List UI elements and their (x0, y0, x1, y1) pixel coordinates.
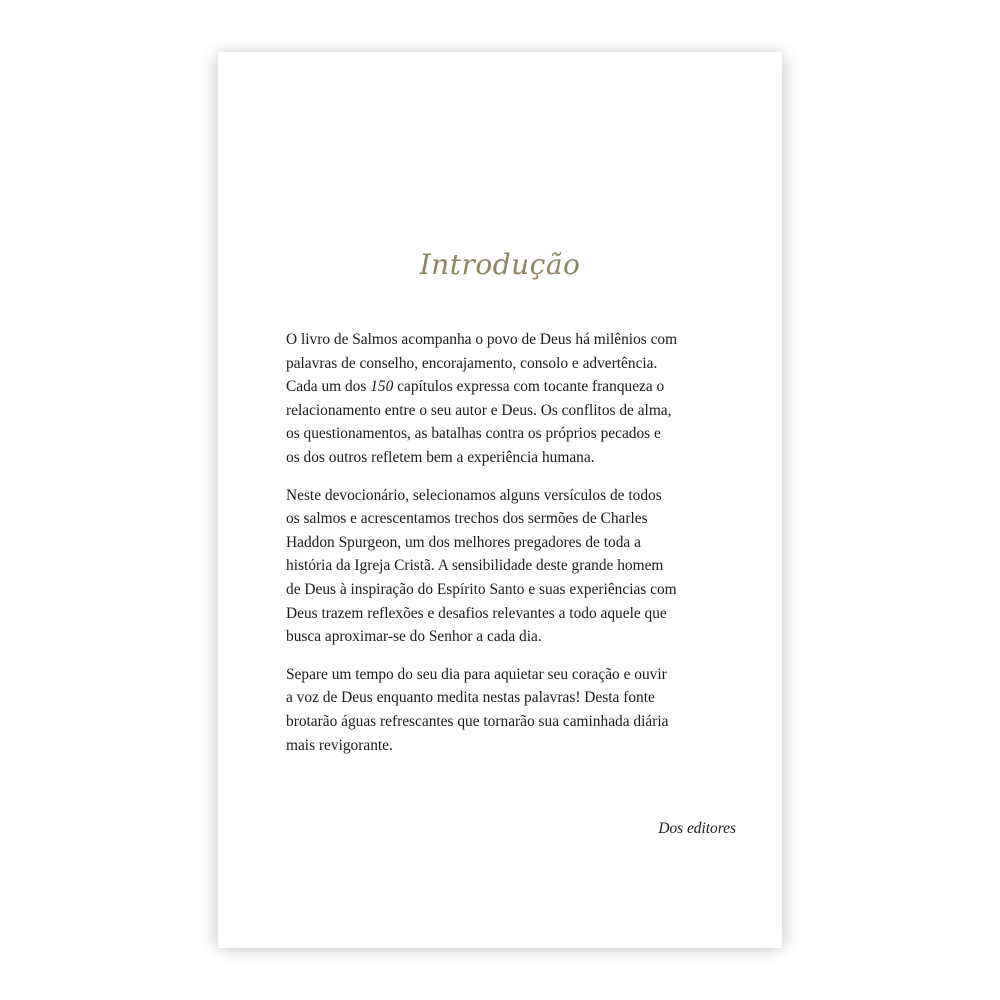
paragraph-3-line-4: mais revigorante. (286, 736, 393, 754)
line-3-end: capítulos expressa com tocante franqueza o (393, 378, 665, 396)
signature: Dos editores (658, 820, 736, 837)
paragraph-3 (286, 663, 738, 757)
paragraph-1-line-3 (286, 375, 738, 399)
paragraph-2-line-3: Haddon Spurgeon, um dos melhores pregadores de toda a (286, 533, 641, 551)
paragraph-1-line-2: palavras de conselho, encorajamento, consolo e advertência. (286, 354, 658, 372)
chapter-count: 150 (370, 378, 394, 396)
paragraph-2-line-2: os salmos e acrescentamos trechos dos sermões de Charles (286, 510, 648, 528)
paragraph-1-line-5: os questionamentos, as batalhas contra os próprios pecados e (286, 425, 661, 443)
paragraph-1 (286, 328, 738, 470)
line-3-start: Cada um dos (286, 378, 371, 396)
paragraph-2-line-5: de Deus à inspiração do Espírito Santo e suas experiências com (286, 580, 677, 598)
book-page (218, 52, 782, 948)
paragraph-2 (286, 484, 738, 649)
paragraph-2-line-1: Neste devocionário, selecionamos alguns versículos de todos (286, 486, 662, 504)
paragraph-2-line-7: busca aproximar-se do Senhor a cada dia. (286, 628, 542, 646)
paragraph-2-line-4: história da Igreja Cristã. A sensibilidade deste grande homem (286, 557, 664, 575)
paragraph-3-line-3: brotarão águas refrescantes que tornarão sua caminhada diária (286, 712, 669, 730)
paragraph-3-line-1: Separe um tempo do seu dia para aquietar seu coração e ouvir (286, 665, 667, 683)
introduction-body (286, 328, 738, 771)
paragraph-2-line-6: Deus trazem reflexões e desafios relevantes a todo aquele que (286, 604, 667, 622)
paragraph-1-line-4: relacionamento entre o seu autor e Deus. Os conflitos de alma, (286, 401, 672, 419)
paragraph-1-line-1: O livro de Salmos acompanha o povo de Deus há milênios com (286, 331, 678, 348)
paragraph-1-line-6: os dos outros refletem bem a experiência humana. (286, 448, 595, 466)
paragraph-3-line-2: a voz de Deus enquanto medita nestas palavras! Desta fonte (286, 689, 655, 707)
page-title: Introdução (419, 248, 581, 281)
